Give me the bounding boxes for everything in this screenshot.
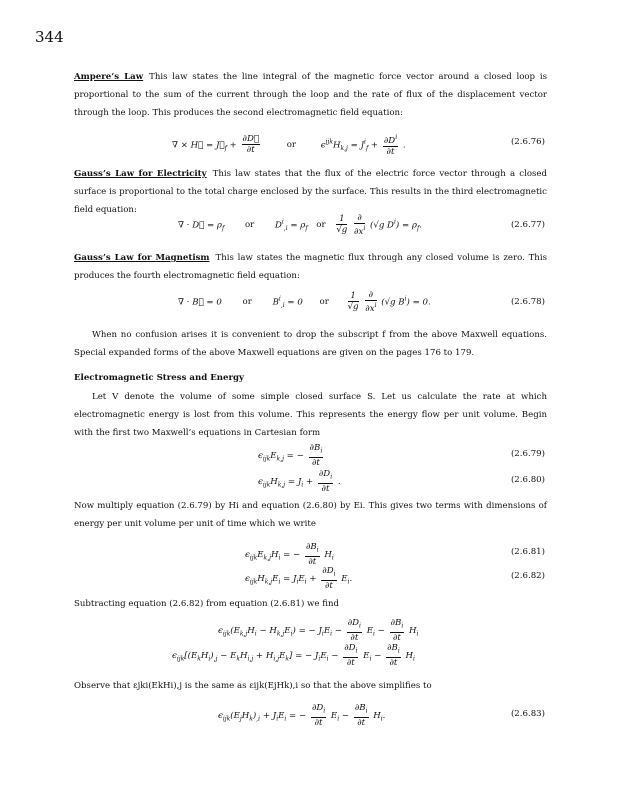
amperes-text: This law states the line integral of the magnetic force vector around a closed loop is proportional to the sum of the current through the loop and the rate of flux of the displacement vector through the loop. This produces the second electromagnetic field equation: — [74, 72, 547, 118]
eq-num-2-6-79: (2.6.79) — [510, 449, 545, 459]
gauss-electricity-paragraph — [74, 165, 547, 219]
gauss-electricity-heading: Gauss’s Law for Electricity — [74, 169, 207, 179]
paragraph-subtract: Subtracting equation (2.6.82) from equation (2.6.81) we find — [74, 599, 339, 609]
equation-2-6-77: ∇ · D⃗ = $\rho_f$ or $D^i_{,i} = \rho_f$ or $\frac{1}{√g}$ $\frac{\partial}{\partial x^i}$ (√g $D^i) = \rho_f$. — [178, 213, 422, 237]
equation-2-6-81: $\epsilon_{ijk}E_{k,j}H_i$ = − $\frac{\partial B_i}{\partial t}$ $H_i$ — [245, 542, 334, 567]
equation-subtract-1: $\epsilon_{ijk}(E_{k,j}H_i - H_{k,j}E_i)$ = − $J_iE_i$ − $\frac{\partial D_i}{\partial t}$ $E_i$ − $\frac{\partial B_i}{\partial t}$ $H_i$ — [218, 618, 419, 643]
amperes-heading: Ampere’s Law — [74, 72, 144, 82]
paragraph-observe: Observe that εjki(EkHi),j is the same as εijk(EjHk),i so that the above simplifies to — [74, 681, 432, 691]
equation-2-6-82: $\epsilon_{ijk}H_{k,j}E_i = J_iE_i$ + $\frac{\partial D_i}{\partial t}$ $E_i$. — [245, 566, 353, 591]
equation-2-6-83: $\epsilon_{ijk}(E_jH_k)_{,i} + J_iE_i$ = − $\frac{\partial D_i}{\partial t}$ $E_i$ − $\frac{\partial B_i}{\partial t}$ $H_i$. — [218, 703, 386, 728]
paragraph-multiply: Now multiply equation (2.6.79) by Hi and equation (2.6.80) by Ei. This gives two terms with dimensions of energy per unit volume per unit of time which we write — [74, 501, 547, 529]
gauss-electricity-text: This law states that the flux of the electric force vector through a closed surface is proportional to the total charge enclosed by the surface. This results in the third electromagnetic field equation: — [74, 169, 548, 215]
eq-num-2-6-83: (2.6.83) — [510, 709, 545, 719]
equation-2-6-79: $\epsilon_{ijk}E_{k,j}$ = − $\frac{\partial B_i}{\partial t}$ — [258, 443, 323, 468]
equation-2-6-76: ∇ × H⃗ = $J⃗_f$ + $\frac{\partial D⃗}{\partial t}$ or $\epsilon^{ijk}H_{k,j} = J^i_f$ + $\frac{\partial D^i}{\partial t}$ . — [172, 134, 406, 157]
gauss-magnetism-heading: Gauss’s Law for Magnetism — [74, 253, 210, 263]
gauss-magnetism-text: This law states the magnetic flux through any closed volume is zero. This produces the fourth electromagnetic field equation: — [74, 253, 547, 281]
paragraph-drop-subscript: When no confusion arises it is convenient to drop the subscript f from the above Maxwell equations. Special expanded forms of the above Maxwell equations are given on the pages 176 to 179. — [74, 330, 547, 358]
eq-num-2-6-81: (2.6.81) — [510, 547, 545, 557]
stress-energy-heading: Electromagnetic Stress and Energy — [74, 373, 245, 383]
equation-subtract-2: $\epsilon_{ijk}[(E_kH_i)_{,j} - E_kH_{i,j} + H_{i,j}E_k]$ = − $J_iE_i$ − $\frac{\partial D_i}{\partial t}$ $E_i$ − $\frac{\partial B_i}{\partial t}$ $H_i$ — [172, 643, 415, 668]
eq-num-2-6-77: (2.6.77) — [510, 220, 545, 230]
paragraph-stress: Let V denote the volume of some simple closed surface S. Let us calculate the rate at which electromagnetic energy is lost from this volume. This represents the energy flow per unit volume. Begin with the first two Maxwell’s equations in Cartesian form — [74, 392, 547, 438]
equation-2-6-80: $\epsilon_{ijk}H_{k,j} = J_i$ + $\frac{\partial D_i}{\partial t}$ . — [258, 469, 341, 494]
page-number: 344 — [35, 28, 64, 46]
amperes-paragraph — [74, 68, 547, 122]
gauss-magnetism-paragraph — [74, 249, 547, 285]
equation-2-6-78: ∇ · B⃗ = 0 or $B^i_{,i} = 0$ or $\frac{1}{√g}$ $\frac{\partial}{\partial x^i}$ (√g $B^i) = 0$. — [178, 290, 431, 314]
eq-num-2-6-76: (2.6.76) — [510, 137, 545, 147]
eq-num-2-6-82: (2.6.82) — [510, 571, 545, 581]
eq-num-2-6-78: (2.6.78) — [510, 297, 545, 307]
eq-num-2-6-80: (2.6.80) — [510, 475, 545, 485]
